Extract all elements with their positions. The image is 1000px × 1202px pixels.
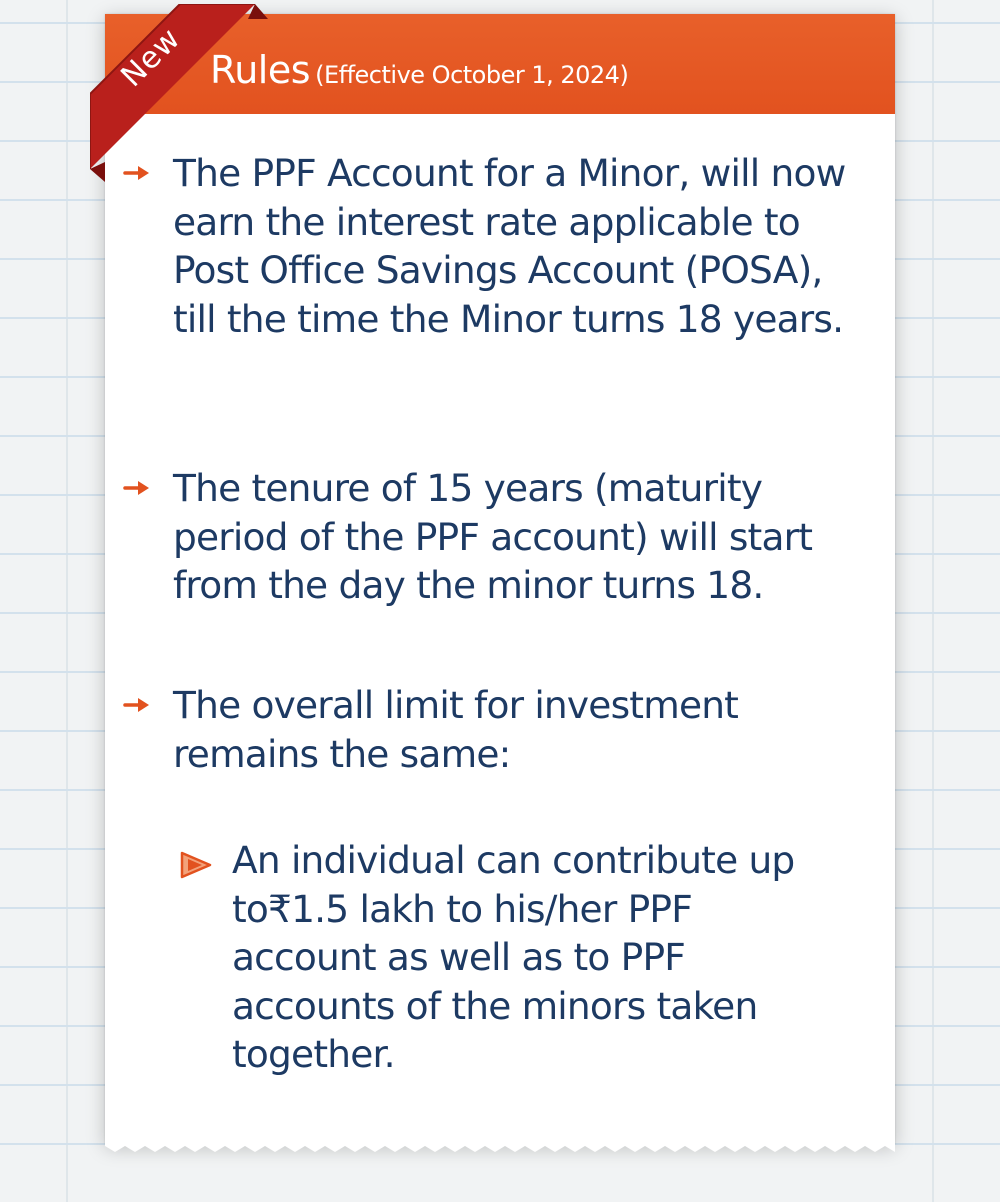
sub-rule-text: An individual can contribute up to₹1.5 lakh to his/her PPF account as well as to PPF accounts of the minors taken together. xyxy=(232,838,795,1076)
rule-item xyxy=(173,149,853,343)
rule-text: The overall limit for investment remains the same: xyxy=(173,683,739,776)
rules-title: Rules xyxy=(210,48,311,92)
arrow-right-icon xyxy=(123,478,153,498)
header-title xyxy=(210,48,628,92)
rule-item xyxy=(173,681,853,778)
play-icon xyxy=(178,850,214,880)
rules-effective-date: (Effective October 1, 2024) xyxy=(315,61,629,89)
rule-item xyxy=(173,464,853,610)
rule-text: The PPF Account for a Minor, will now earn the interest rate applicable to Post Office Savings Account (POSA), till the time the Minor turns 18 years. xyxy=(173,151,846,341)
sub-rule-item xyxy=(232,836,832,1079)
new-badge: New xyxy=(114,20,188,95)
arrow-right-icon xyxy=(123,695,153,715)
rule-text: The tenure of 15 years (maturity period of the PPF account) will start from the day the minor turns 18. xyxy=(173,466,813,607)
torn-paper-edge xyxy=(105,1138,895,1154)
